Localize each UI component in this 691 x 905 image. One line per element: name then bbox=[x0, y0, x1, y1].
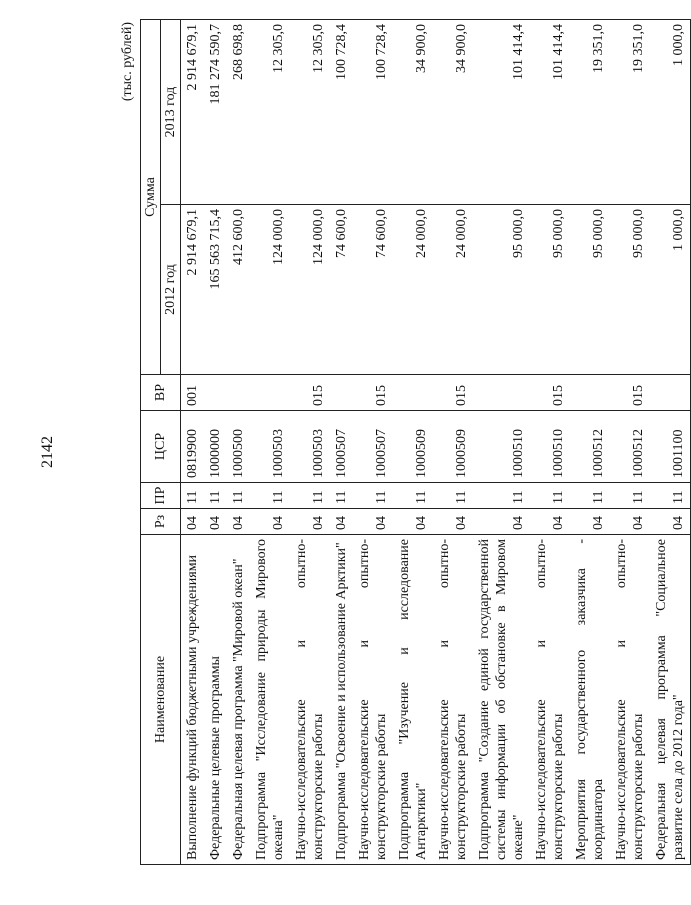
cell-pr: 11 bbox=[650, 483, 691, 509]
cell-vr bbox=[650, 375, 691, 411]
cell-y2013: 1 000,0 bbox=[650, 20, 691, 205]
cell-rz: 04 bbox=[570, 509, 610, 535]
cell-csr: 1000512 bbox=[610, 411, 650, 483]
cell-y2012: 1 000,0 bbox=[650, 205, 691, 375]
cell-rz: 04 bbox=[353, 509, 393, 535]
cell-csr: 1000507 bbox=[353, 411, 393, 483]
cell-rz: 04 bbox=[433, 509, 473, 535]
table-row bbox=[473, 20, 530, 865]
cell-rz: 04 bbox=[330, 509, 353, 535]
cell-vr bbox=[393, 375, 433, 411]
cell-rz: 04 bbox=[250, 509, 290, 535]
cell-y2013: 101 414,4 bbox=[473, 20, 530, 205]
cell-rz: 04 bbox=[227, 509, 250, 535]
cell-pr: 11 bbox=[473, 483, 530, 509]
cell-rz: 04 bbox=[393, 509, 433, 535]
cell-pr: 11 bbox=[610, 483, 650, 509]
cell-y2013: 101 414,4 bbox=[530, 20, 570, 205]
table-row bbox=[393, 20, 433, 865]
units-label: (тыс. рублей) bbox=[120, 22, 135, 102]
cell-rz: 04 bbox=[204, 509, 227, 535]
cell-csr: 1000509 bbox=[393, 411, 433, 483]
header-csr: ЦСР bbox=[141, 411, 181, 483]
cell-y2013: 268 698,8 bbox=[227, 20, 250, 205]
header-2012: 2012 год bbox=[161, 205, 181, 375]
cell-csr: 1000503 bbox=[290, 411, 330, 483]
cell-y2013: 2 914 679,1 bbox=[181, 20, 205, 205]
cell-rz: 04 bbox=[473, 509, 530, 535]
cell-vr bbox=[473, 375, 530, 411]
cell-name: Научно-исследовательские и опытно-конструкторские работы bbox=[610, 535, 650, 865]
table-row bbox=[227, 20, 250, 865]
table-row bbox=[610, 20, 650, 865]
table-row bbox=[570, 20, 610, 865]
page-number-text: 2142 bbox=[39, 436, 56, 468]
header-vr: ВР bbox=[141, 375, 181, 411]
header-pr: ПР bbox=[141, 483, 181, 509]
cell-vr: 015 bbox=[290, 375, 330, 411]
cell-pr: 11 bbox=[353, 483, 393, 509]
cell-csr: 0819900 bbox=[181, 411, 205, 483]
cell-rz: 04 bbox=[290, 509, 330, 535]
cell-name: Выполнение функций бюджетными учреждениями bbox=[181, 535, 205, 865]
cell-pr: 11 bbox=[227, 483, 250, 509]
cell-name: Научно-исследовательские и опытно-конструкторские работы bbox=[530, 535, 570, 865]
cell-csr: 1000510 bbox=[530, 411, 570, 483]
cell-y2013: 19 351,0 bbox=[610, 20, 650, 205]
cell-vr: 001 bbox=[181, 375, 205, 411]
cell-vr: 015 bbox=[353, 375, 393, 411]
cell-csr: 1000507 bbox=[330, 411, 353, 483]
table-row bbox=[530, 20, 570, 865]
cell-name: Подпрограмма "Исследование природы Мирового океана" bbox=[250, 535, 290, 865]
cell-name: Научно-исследовательские и опытно-конструкторские работы bbox=[353, 535, 393, 865]
cell-pr: 11 bbox=[181, 483, 205, 509]
cell-pr: 11 bbox=[433, 483, 473, 509]
table-row bbox=[250, 20, 290, 865]
cell-y2013: 100 728,4 bbox=[330, 20, 353, 205]
cell-pr: 11 bbox=[570, 483, 610, 509]
cell-vr bbox=[227, 375, 250, 411]
cell-csr: 1000000 bbox=[204, 411, 227, 483]
budget-table bbox=[140, 19, 691, 865]
cell-y2013: 34 900,0 bbox=[393, 20, 433, 205]
table-row bbox=[181, 20, 205, 865]
cell-y2012: 412 600,0 bbox=[227, 205, 250, 375]
cell-csr: 1000512 bbox=[570, 411, 610, 483]
cell-name: Федеральная целевая программа "Социальное развитие села до 2012 года" bbox=[650, 535, 691, 865]
cell-y2012: 2 914 679,1 bbox=[181, 205, 205, 375]
cell-name: Подпрограмма "Изучение и исследование Антарктики" bbox=[393, 535, 433, 865]
cell-vr bbox=[570, 375, 610, 411]
cell-rz: 04 bbox=[650, 509, 691, 535]
cell-name: Подпрограмма "Освоение и использование Арктики" bbox=[330, 535, 353, 865]
cell-rz: 04 bbox=[530, 509, 570, 535]
cell-y2012: 74 600,0 bbox=[330, 205, 353, 375]
header-sum: Сумма bbox=[141, 20, 161, 375]
header-name: Наименование bbox=[141, 535, 181, 865]
budget-table-sheet bbox=[120, 20, 686, 865]
cell-y2013: 100 728,4 bbox=[353, 20, 393, 205]
cell-y2013: 12 305,0 bbox=[250, 20, 290, 205]
cell-pr: 11 bbox=[290, 483, 330, 509]
cell-vr bbox=[250, 375, 290, 411]
cell-y2012: 24 000,0 bbox=[393, 205, 433, 375]
cell-vr bbox=[330, 375, 353, 411]
cell-csr: 1001100 bbox=[650, 411, 691, 483]
cell-y2013: 34 900,0 bbox=[433, 20, 473, 205]
cell-name: Федеральная целевая программа "Мировой океан" bbox=[227, 535, 250, 865]
cell-y2013: 19 351,0 bbox=[570, 20, 610, 205]
cell-vr: 015 bbox=[433, 375, 473, 411]
table-header bbox=[141, 20, 181, 865]
table-row bbox=[353, 20, 393, 865]
cell-y2012: 24 000,0 bbox=[433, 205, 473, 375]
rotated-page-frame bbox=[120, 20, 686, 865]
cell-pr: 11 bbox=[330, 483, 353, 509]
table-row bbox=[650, 20, 691, 865]
cell-csr: 1000510 bbox=[473, 411, 530, 483]
cell-csr: 1000503 bbox=[250, 411, 290, 483]
table-row bbox=[330, 20, 353, 865]
cell-name: Научно-исследовательские и опытно-конструкторские работы bbox=[433, 535, 473, 865]
cell-y2012: 124 000,0 bbox=[250, 205, 290, 375]
cell-y2012: 95 000,0 bbox=[530, 205, 570, 375]
cell-name: Подпрограмма "Создание единой государственной системы информации об обстановке в Мировом океане" bbox=[473, 535, 530, 865]
cell-y2012: 74 600,0 bbox=[353, 205, 393, 375]
cell-name: Федеральные целевые программы bbox=[204, 535, 227, 865]
cell-y2012: 165 563 715,4 bbox=[204, 205, 227, 375]
cell-y2012: 95 000,0 bbox=[610, 205, 650, 375]
cell-vr: 015 bbox=[530, 375, 570, 411]
cell-y2013: 12 305,0 bbox=[290, 20, 330, 205]
cell-csr: 1000500 bbox=[227, 411, 250, 483]
table-row bbox=[433, 20, 473, 865]
cell-y2012: 124 000,0 bbox=[290, 205, 330, 375]
cell-pr: 11 bbox=[393, 483, 433, 509]
cell-y2013: 181 274 590,7 bbox=[204, 20, 227, 205]
table-row bbox=[204, 20, 227, 865]
cell-vr bbox=[204, 375, 227, 411]
cell-rz: 04 bbox=[181, 509, 205, 535]
cell-pr: 11 bbox=[250, 483, 290, 509]
table-row bbox=[290, 20, 330, 865]
cell-csr: 1000509 bbox=[433, 411, 473, 483]
cell-vr: 015 bbox=[610, 375, 650, 411]
cell-name: Научно-исследовательские и опытно-конструкторские работы bbox=[290, 535, 330, 865]
cell-name: Мероприятия государственного заказчика - координатора bbox=[570, 535, 610, 865]
table-body bbox=[181, 20, 691, 865]
header-2013: 2013 год bbox=[161, 20, 181, 205]
cell-y2012: 95 000,0 bbox=[570, 205, 610, 375]
header-rz: Рз bbox=[141, 509, 181, 535]
cell-rz: 04 bbox=[610, 509, 650, 535]
cell-pr: 11 bbox=[530, 483, 570, 509]
cell-pr: 11 bbox=[204, 483, 227, 509]
cell-y2012: 95 000,0 bbox=[473, 205, 530, 375]
